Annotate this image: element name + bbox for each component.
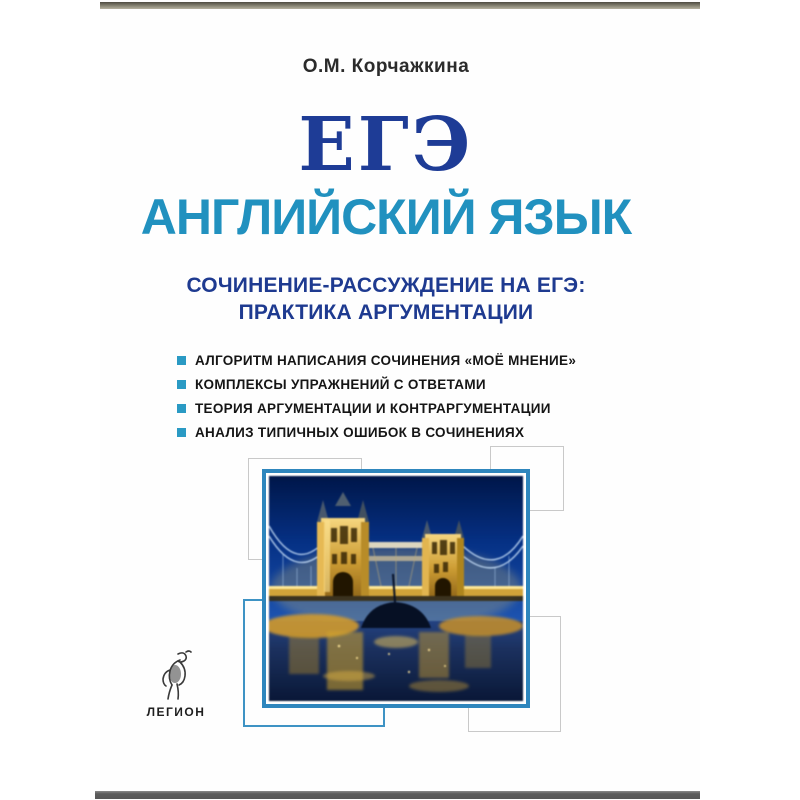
exam-badge-ege: ЕГЭ: [298, 102, 474, 188]
book-cover: [100, 0, 700, 800]
list-item: [177, 373, 576, 397]
list-item-label: АЛГОРИТМ НАПИСАНИЯ СОЧИНЕНИЯ «МОЁ МНЕНИЕ»: [195, 353, 577, 368]
book-top-edge: [100, 2, 700, 9]
tower-bridge-photo: [262, 469, 530, 708]
bullet-square-icon: [177, 356, 186, 365]
author-name: О.М. Корчажкина: [302, 56, 470, 77]
legion-horse-icon: [150, 648, 202, 704]
list-item-label: КОМПЛЕКСЫ УПРАЖНЕНИЙ С ОТВЕТАМИ: [195, 377, 486, 392]
tower-bridge-illustration: [269, 476, 523, 701]
feature-list: [177, 349, 576, 445]
publisher-logo: [126, 648, 226, 719]
list-item: [177, 397, 576, 421]
subtitle-line-1: СОЧИНЕНИЕ-РАССУЖДЕНИЕ НА ЕГЭ:: [186, 274, 586, 297]
book-title: АНГЛИЙСКИЙ ЯЗЫК: [140, 189, 632, 245]
publisher-name: ЛЕГИОН: [146, 705, 206, 719]
bullet-square-icon: [177, 428, 186, 437]
list-item: [177, 349, 576, 373]
subtitle-line-2: ПРАКТИКА АРГУМЕНТАЦИИ: [238, 301, 534, 324]
list-item: [177, 421, 576, 445]
list-item-label: ТЕОРИЯ АРГУМЕНТАЦИИ И КОНТРАРГУМЕНТАЦИИ: [195, 401, 551, 416]
book-subtitle: [86, 272, 686, 326]
list-item-label: АНАЛИЗ ТИПИЧНЫХ ОШИБОК В СОЧИНЕНИЯХ: [195, 425, 525, 440]
book-bottom-edge: [95, 791, 700, 799]
bullet-square-icon: [177, 380, 186, 389]
bullet-square-icon: [177, 404, 186, 413]
